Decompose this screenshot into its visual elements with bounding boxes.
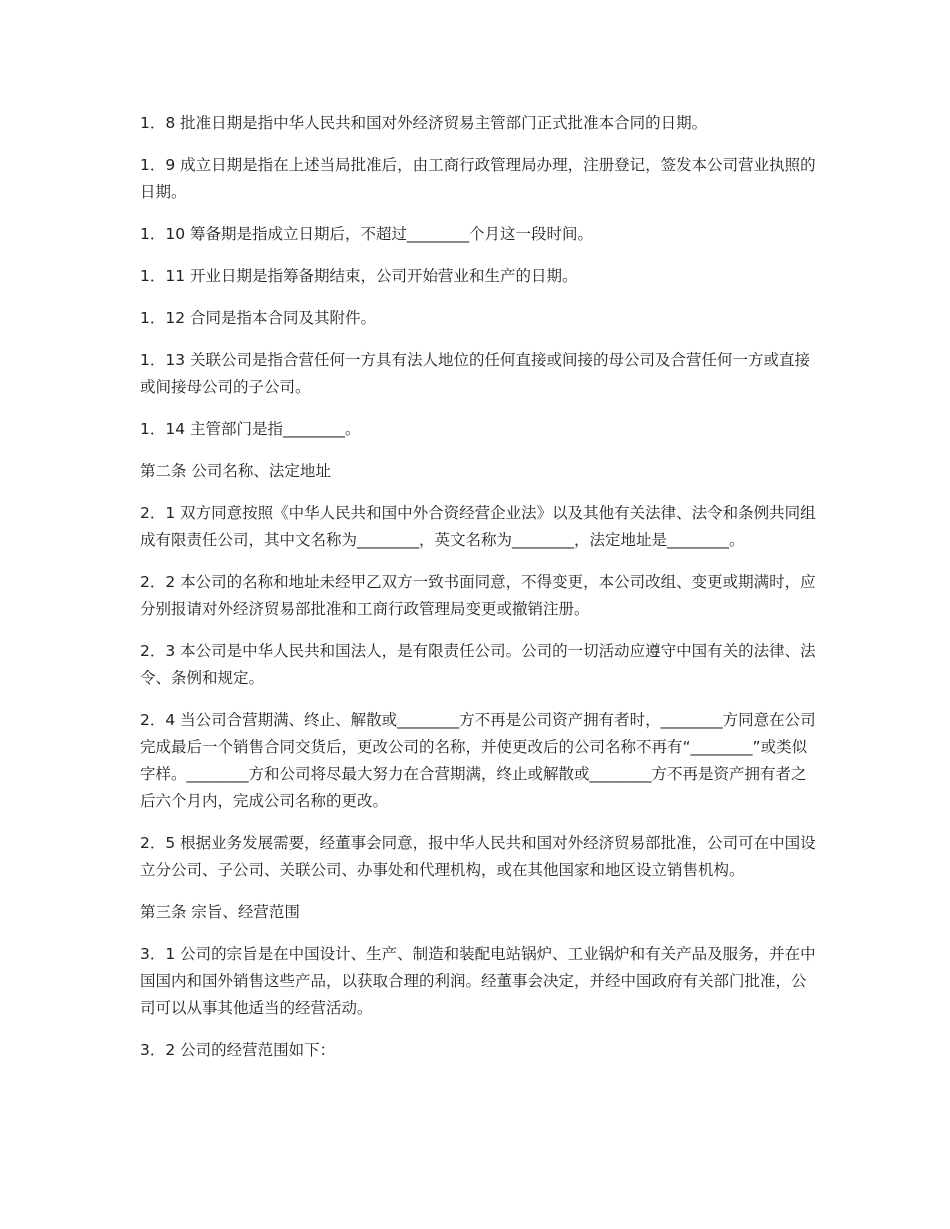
clause-1-12: 1．12 合同是指本合同及其附件。 <box>140 309 377 327</box>
clause-1-10: 1．10 筹备期是指成立日期后，不超过________个月这一段时间。 <box>140 225 594 243</box>
article-3-heading: 第三条 宗旨、经营范围 <box>140 903 300 921</box>
clause-1-9: 1．9 成立日期是指在上述当局批准后，由工商行政管理局办理，注册登记，签发本公司营业执照的日期。 <box>140 156 816 201</box>
clause-2-2: 2．2 本公司的名称和地址未经甲乙双方一致书面同意，不得变更，本公司改组、变更或期满时，应分别报请对外经济贸易部批准和工商行政管理局变更或撤销注册。 <box>140 573 816 618</box>
clause-2-3: 2．3 本公司是中华人民共和国法人，是有限责任公司。公司的一切活动应遵守中国有关的法律、法令、条例和规定。 <box>140 642 816 687</box>
clause-2-5: 2．5 根据业务发展需要，经董事会同意，报中华人民共和国对外经济贸易部批准，公司可在中国设立分公司、子公司、关联公司、办事处和代理机构，或在其他国家和地区设立销售机构。 <box>140 834 816 879</box>
clause-3-1: 3．1 公司的宗旨是在中国设计、生产、制造和装配电站锅炉、工业锅炉和有关产品及服务，并在中国国内和国外销售这些产品，以获取合理的利润。经董事会决定，并经中国政府有关部门批准，公司可以从事其他适当的经营活动。 <box>140 945 816 1017</box>
clause-2-1: 2．1 双方同意按照《中华人民共和国中外合资经营企业法》以及其他有关法律、法令和条例共同组成有限责任公司，其中文名称为________，英文名称为________，法定地址是________。 <box>140 504 816 549</box>
clause-2-4: 2．4 当公司合营期满、终止、解散或________方不再是公司资产拥有者时，________方同意在公司完成最后一个销售合同交货后，更改公司的名称，并使更改后的公司名称不再有“________”或类似字样。________方和公司将尽最大努力在合营期满，终止或解散或________方不再是资产拥有者之后六个月内，完成公司名称的更改。 <box>140 711 816 810</box>
clause-3-2: 3．2 公司的经营范围如下： <box>140 1041 336 1059</box>
document-page <box>140 110 820 1079</box>
clause-1-8: 1．8 批准日期是指中华人民共和国对外经济贸易主管部门正式批准本合同的日期。 <box>140 114 708 132</box>
clause-1-11: 1．11 开业日期是指筹备期结束，公司开始营业和生产的日期。 <box>140 267 578 285</box>
clause-1-14: 1．14 主管部门是指________。 <box>140 420 361 438</box>
article-2-heading: 第二条 公司名称、法定地址 <box>140 462 331 480</box>
clause-1-13: 1．13 关联公司是指合营任何一方具有法人地位的任何直接或间接的母公司及合营任何一方或直接或间接母公司的子公司。 <box>140 351 811 396</box>
